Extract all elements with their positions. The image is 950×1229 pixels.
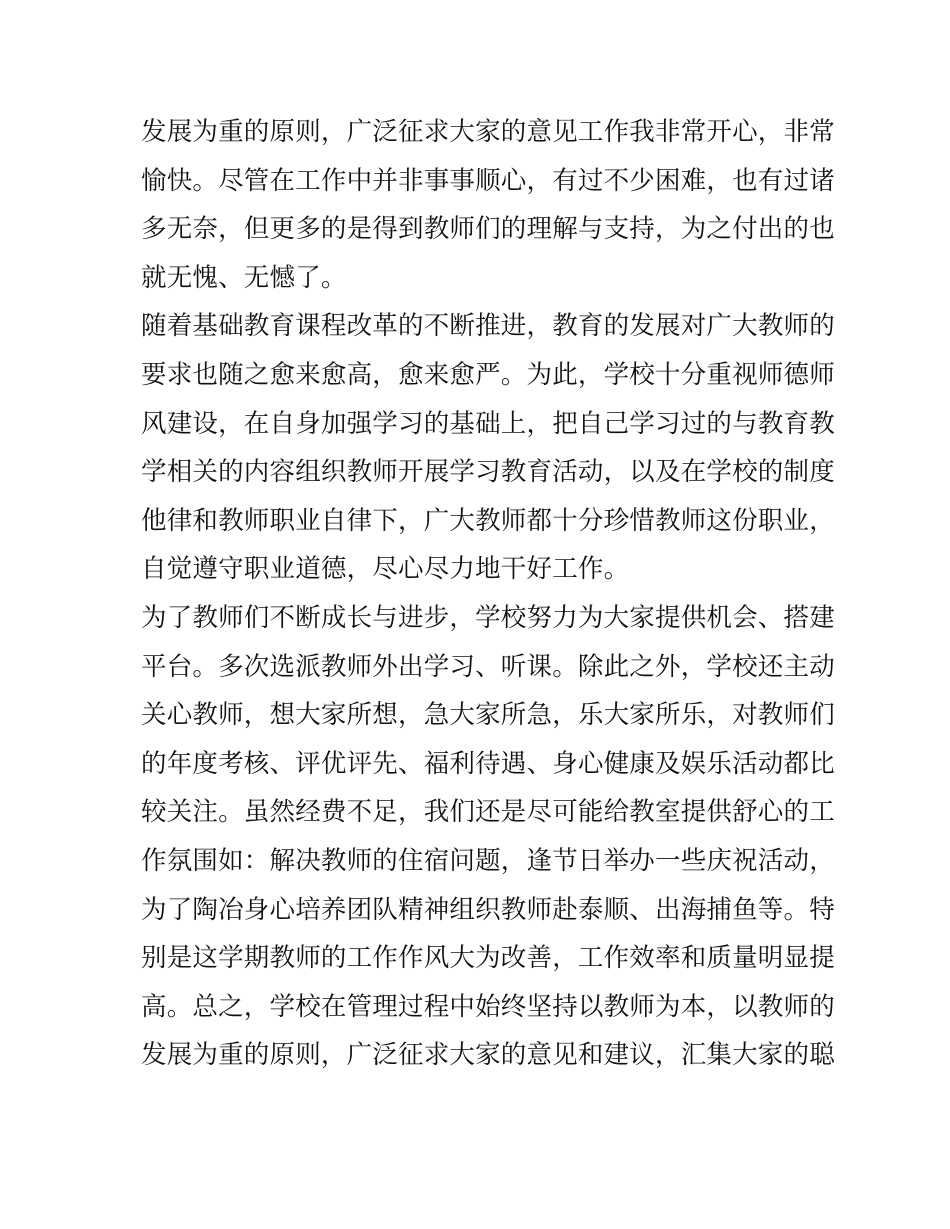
text-line: 他律和教师职业自律下，广大教师都十分珍惜教师这份职业， — [141, 505, 835, 536]
text-line: 别是这学期教师的工作作风大为改善，工作效率和质量明显提 — [141, 943, 835, 974]
text-line: 自觉遵守职业道德，尽心尽力地干好工作。 — [141, 554, 630, 585]
text-line: 就无愧、无憾了。 — [141, 262, 347, 293]
text-line: 为了陶冶身心培养团队精神组织教师赴泰顺、出海捕鱼等。特 — [141, 894, 835, 925]
text-line: 多无奈，但更多的是得到教师们的理解与支持，为之付出的也 — [141, 214, 835, 245]
text-line: 平台。多次选派教师外出学习、听课。除此之外，学校还主动 — [141, 651, 835, 682]
text-line: 关心教师，想大家所想，急大家所急，乐大家所乐，对教师们 — [141, 700, 835, 731]
text-line: 风建设，在自身加强学习的基础上，把自己学习过的与教育教 — [141, 408, 835, 439]
text-line: 发展为重的原则，广泛征求大家的意见和建议，汇集大家的聪 — [141, 1040, 835, 1071]
text-line: 作氛围如：解决教师的住宿问题，逢节日举办一些庆祝活动， — [141, 845, 835, 876]
document-body — [141, 108, 835, 1080]
text-line: 的年度考核、评优评先、福利待遇、身心健康及娱乐活动都比 — [141, 748, 835, 779]
text-line: 要求也随之愈来愈高，愈来愈严。为此，学校十分重视师德师 — [141, 359, 835, 390]
text-line: 学相关的内容组织教师开展学习教育活动，以及在学校的制度 — [141, 457, 835, 488]
text-line: 高。总之，学校在管理过程中始终坚持以教师为本，以教师的 — [141, 991, 835, 1022]
text-line: 为了教师们不断成长与进步，学校努力为大家提供机会、搭建 — [141, 602, 835, 633]
text-line: 愉快。尽管在工作中并非事事顺心，有过不少困难，也有过诸 — [141, 165, 835, 196]
text-line: 发展为重的原则，广泛征求大家的意见工作我非常开心，非常 — [141, 117, 835, 147]
text-line: 较关注。虽然经费不足，我们还是尽可能给教室提供舒心的工 — [141, 797, 835, 828]
text-line: 随着基础教育课程改革的不断推进，教育的发展对广大教师的 — [141, 311, 835, 342]
